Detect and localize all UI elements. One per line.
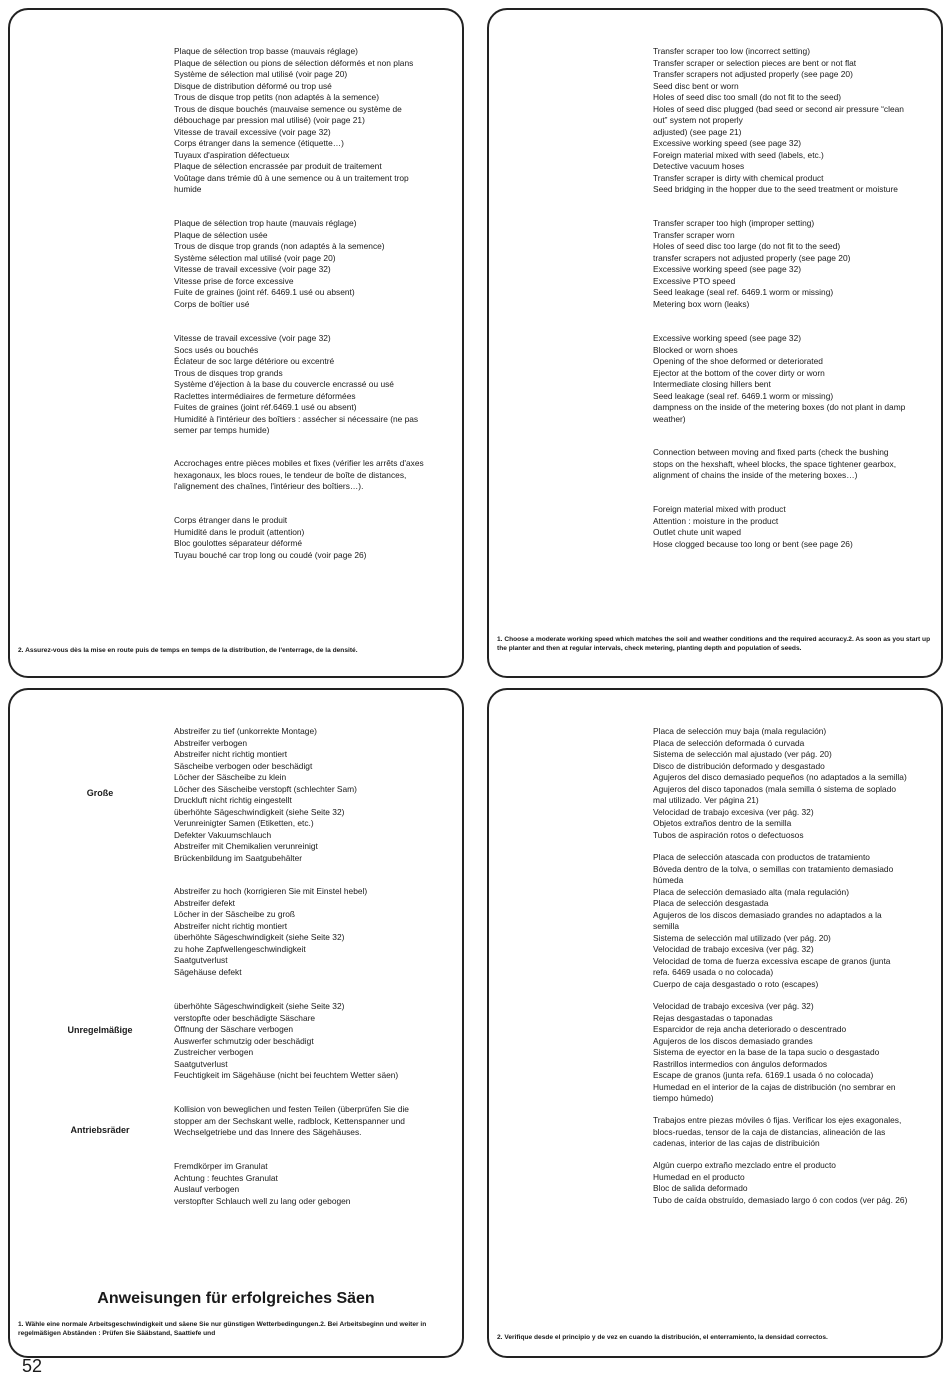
text-line: Cuerpo de caja desgastado o roto (escapes) <box>653 978 819 989</box>
text-line: tiempo húmedo) <box>653 1093 714 1103</box>
german-group-4 <box>174 1104 458 1161</box>
text-line: 2. As soon as you start up the planter and then at regular intervals, check metering, planting depth and population of seeds. <box>497 636 931 652</box>
text-line: Achtung : feuchtes Granulat <box>174 1172 278 1183</box>
text-line: überhöhte Sägeschwindigkeit (siehe Seite 32) <box>174 1001 345 1011</box>
text-line: débouchage par pression mal utilisé) (voir page 21) <box>174 115 365 125</box>
spanish-group-5 <box>653 1160 937 1206</box>
text-line: dampness on the inside of the metering boxes (do not plant in damp <box>653 402 906 412</box>
spanish-footer-notes <box>497 1333 933 1342</box>
text-line: alignment of chains the inside of the metering boxes…) <box>653 470 858 480</box>
text-line: Holes of seed disc plugged (bad seed or second air pressure “clean <box>653 103 904 114</box>
text-line: Foreign material mixed with product <box>653 504 786 514</box>
text-line: Sistema de selección mal utilizado (ver pág. 20) <box>653 932 831 943</box>
text-line: Excessive working speed (see page 32) <box>653 138 802 148</box>
text-line: überhöhte Sägeschwindigkeit (siehe Seite 32) <box>174 932 345 942</box>
text-line: zu hohe Zapfwellengeschwindigkeit <box>174 943 306 954</box>
text-line: Rastrillos intermedios con ángulos deformados <box>653 1058 828 1069</box>
text-line: Saatgutverlust <box>174 1058 228 1069</box>
text-line: Plaque de sélection ou pions de sélection déformés et non plans <box>174 57 414 68</box>
text-line: Excessive working speed (see page 32) <box>653 333 802 343</box>
text-line: Löcher in der Säscheibe zu groß <box>174 909 296 919</box>
text-line: Humedad en el producto <box>653 1171 745 1182</box>
text-line: 2. Verifique desde el principio y de vez en cuando la distribución, el enterramiento, la densidad correctos. <box>497 1334 828 1341</box>
text-line: Transfer scrapers not adjusted properly (see page 20) <box>653 69 853 79</box>
spanish-troubleshooting-panel <box>487 688 943 1358</box>
text-line: Voûtage dans trémie dû à une semence ou à un traitement trop <box>174 172 409 183</box>
text-line: Transfer scraper or selection pieces are bent or not flat <box>653 57 857 68</box>
text-line: Brückenbildung im Saatgubehälter <box>174 852 303 863</box>
german-label-unregelmassige: Unregelmäßige <box>67 1025 133 1035</box>
text-line: Holes of seed disc too large (do not fit to the seed) <box>653 241 841 251</box>
text-line: Druckluft nicht richtig eingestellt <box>174 795 292 805</box>
text-line: Accrochages entre pièces mobiles et fixes (vérifier les arrêts d'axes <box>174 458 424 468</box>
text-line: Humidité dans le produit (attention) <box>174 526 305 537</box>
text-line: Transfer scraper too low (incorrect setting) <box>653 46 811 56</box>
text-line: überhöhte Sägeschwindigkeit (siehe Seite 32) <box>174 806 345 817</box>
text-line: Velocidad de trabajo excesiva (ver pág. 32) <box>653 806 814 817</box>
text-line: Auswerfer schmutzig oder beschädigt <box>174 1035 314 1046</box>
french-group-4 <box>174 458 458 515</box>
text-line: humide <box>174 184 202 194</box>
text-line: Vitesse de travail excessive (voir page 32) <box>174 333 331 343</box>
text-line: Feuchtigkeit im Sägehäuse (nicht bei feuchtem Wetter säen) <box>174 1070 399 1080</box>
spanish-cause-list <box>653 726 937 1206</box>
text-line: Kollision von beweglichen und festen Teilen (überprüfen Sie die <box>174 1104 409 1114</box>
text-line: Abstreifer verbogen <box>174 737 248 748</box>
text-line: Velocidad de trabajo excesiva (ver pág. 32) <box>653 1001 814 1011</box>
text-line: Tubos de aspiración rotos o defectuosos <box>653 829 804 840</box>
text-line: Disque de distribution déformé ou trop usé <box>174 80 332 91</box>
spanish-group-2 <box>653 852 937 1001</box>
text-line: Hose clogged because too long or bent (see page 26) <box>653 538 853 549</box>
english-troubleshooting-panel <box>487 8 943 678</box>
text-line: Placa de selección desgastada <box>653 898 769 908</box>
text-line: Disco de distribución deformado y desgastado <box>653 760 825 771</box>
text-line: 2. Assurez-vous dès la mise en route puis de temps en temps de la distribution, de l'enterrage, de la densité. <box>18 647 358 654</box>
text-line: Saatgutverlust <box>174 955 228 965</box>
spanish-group-4 <box>653 1115 937 1160</box>
french-group-1 <box>174 46 458 218</box>
text-line: Humidité à l'intérieur des boîtiers : assécher si nécessaire (ne pas <box>174 413 419 424</box>
text-line: Système sélection mal utilisé (voir page 20) <box>174 252 336 263</box>
german-troubleshooting-panel <box>8 688 464 1358</box>
text-line: Opening of the shoe deformed or deteriorated <box>653 356 823 366</box>
text-line: Agujeros del disco taponados (mala semilla ó sistema de soplado <box>653 783 897 794</box>
german-label-grosse: Große <box>86 788 114 798</box>
french-cause-list <box>174 46 458 561</box>
text-line: Detective vacuum hoses <box>653 161 745 171</box>
text-line: Rejas desgastadas o taponadas <box>653 1012 773 1023</box>
text-line: Système d'éjection à la base du couvercle encrassé ou usé <box>174 379 394 389</box>
text-line: cadenas, interior de las cajas de distribuición <box>653 1138 820 1148</box>
english-cause-list <box>653 46 937 550</box>
text-line: Abstreifer defekt <box>174 897 235 908</box>
text-line: Plaque de sélection trop haute (mauvais réglage) <box>174 218 357 228</box>
text-line: Tuyau bouché car trop long ou coudé (voir page 26) <box>174 549 367 560</box>
text-line: refa. 6469 usada o no colocada) <box>653 967 774 977</box>
french-group-3 <box>174 333 458 458</box>
text-line: Agujeros del disco demasiado pequeños (no adaptados a la semilla) <box>653 772 907 782</box>
text-line: Blocked or worn shoes <box>653 344 738 355</box>
text-line: Vitesse prise de force excessive <box>174 275 294 286</box>
spanish-group-3 <box>653 1001 937 1115</box>
text-line: Löcher der Säscheibe zu klein <box>174 772 287 782</box>
text-line: Humedad en el interior de la cajas de distribución (no sembrar en <box>653 1081 896 1092</box>
text-line: Trous de disque trop petits (non adaptés à la semence) <box>174 92 379 102</box>
text-line: Corps étranger dans le produit <box>174 515 288 525</box>
text-line: Corps de boîtier usé <box>174 298 250 309</box>
text-line: Trous de disque trop grands (non adaptés à la semence) <box>174 241 385 251</box>
german-section-title: Anweisungen für erfolgreiches Säen <box>97 1290 375 1307</box>
text-line: Verunreinigter Samen (Etiketten, etc.) <box>174 818 314 828</box>
french-group-5 <box>174 515 458 561</box>
text-line: Trous de disques trop grands <box>174 367 283 378</box>
text-line: Transfer scraper worn <box>653 229 735 240</box>
text-line: Tubo de caída obstruído, demasiado largo ó con codos (ver pág. 26) <box>653 1194 908 1205</box>
text-line: Ejector at the bottom of the cover dirty or worn <box>653 367 825 378</box>
text-line: Plaque de sélection encrassée par produit de traitement <box>174 161 382 171</box>
text-line: Objetos extraños dentro de la semilla <box>653 818 792 828</box>
german-label-antriebsrader: Antriebsräder <box>70 1125 130 1135</box>
text-line: Holes of seed disc too small (do not fit to the seed) <box>653 92 842 102</box>
text-line: Abstreifer nicht richtig montiert <box>174 920 288 931</box>
text-line: Corps étranger dans la semence (étiquette…) <box>174 138 344 148</box>
french-group-2 <box>174 218 458 333</box>
text-line: adjusted) (see page 21) <box>653 126 742 137</box>
german-group-1 <box>174 726 458 886</box>
page-number: 52 <box>22 1356 43 1376</box>
text-line: out” system not properly <box>653 115 743 125</box>
text-line: 2. Bei Arbeitsbeginn und weiter in regelmäßigen Abständen : Prüfen Sie Sääbstand, Saattiefe und <box>18 1321 427 1337</box>
text-line: Vitesse de travail excessive (voir page 32) <box>174 264 331 274</box>
text-line: Système de sélection mal utilisé (voir page 20) <box>174 69 348 79</box>
text-line: Placa de selección deformada ó curvada <box>653 737 805 748</box>
english-group-5 <box>653 504 937 550</box>
text-line: Intermediate closing hillers bent <box>653 379 771 389</box>
text-line: Defekter Vakuumschlauch <box>174 829 272 840</box>
text-line: Abstreifer nicht richtig montiert <box>174 749 288 759</box>
german-group-3 <box>174 1001 458 1104</box>
text-line: semer par temps humide) <box>174 425 270 435</box>
text-line: Auslauf verbogen <box>174 1184 240 1194</box>
text-line: Sistema de eyector en la base de la tapa sucio o desgastado <box>653 1047 880 1057</box>
text-line: verstopfter Schlauch well zu lang oder gebogen <box>174 1195 351 1206</box>
text-line: Éclateur de soc large détériore ou excentré <box>174 356 335 366</box>
text-line: Säscheibe verbogen oder beschädigt <box>174 760 313 771</box>
text-line: Transfer scraper is dirty with chemical product <box>653 172 824 183</box>
text-line: Bloc de salida deformado <box>653 1183 748 1193</box>
english-group-2 <box>653 218 937 333</box>
text-line: Abstreifer zu tief (unkorrekte Montage) <box>174 726 317 736</box>
text-line: Placa de selección atascada con productos de tratamiento <box>653 852 870 862</box>
text-line: weather) <box>653 413 686 424</box>
text-line: Escape de granos (junta refa. 6169.1 usada ó no colocada) <box>653 1070 874 1080</box>
text-line: Fremdkörper im Granulat <box>174 1161 268 1171</box>
text-line: stopper am der Sechskant welle, radblock, Kettenspanner und <box>174 1115 405 1126</box>
english-group-1 <box>653 46 937 218</box>
german-group-2 <box>174 886 458 1001</box>
text-line: Trous de disque bouchés (mauvaise semence ou système de <box>174 103 402 114</box>
text-line: Transfer scraper too high (improper setting) <box>653 218 815 228</box>
text-line: Sägehäuse defekt <box>174 966 242 977</box>
text-line: Seed disc bent or worn <box>653 80 739 91</box>
text-line: Outlet chute unit waped <box>653 527 741 537</box>
text-line: transfer scrapers not adjusted properly (see page 20) <box>653 252 851 263</box>
text-line: Excessive PTO speed <box>653 275 736 286</box>
text-line: Placa de selección demasiado alta (mala regulación) <box>653 886 849 897</box>
text-line: Metering box worn (leaks) <box>653 298 750 309</box>
text-line: Abstreifer mit Chemikalien verunreinigt <box>174 841 318 851</box>
spanish-group-1 <box>653 726 937 852</box>
german-cause-list <box>174 726 458 1207</box>
text-line: semilla <box>653 921 680 931</box>
english-footer-notes <box>497 635 933 653</box>
text-line: Fuites de graines (joint réf.6469.1 usé ou absent) <box>174 402 357 412</box>
english-group-3 <box>653 333 937 447</box>
german-footer-notes <box>18 1320 454 1338</box>
english-group-4 <box>653 447 937 504</box>
text-line: Raclettes intermédiaires de fermeture déformées <box>174 390 356 401</box>
text-line: Foreign material mixed with seed (labels, etc.) <box>653 149 824 160</box>
text-line: blocs-ruedas, tensor de la caja de distancias, alineación de las <box>653 1126 886 1137</box>
text-line: Connection between moving and fixed parts (check the bushing <box>653 447 889 457</box>
text-line: Placa de selección muy baja (mala regulación) <box>653 726 827 736</box>
text-line: Esparcidor de reja ancha deteriorado o descentrado <box>653 1024 847 1034</box>
text-line: Algún cuerpo extraño mezclado entre el producto <box>653 1160 836 1170</box>
text-line: Abstreifer zu hoch (korrigieren Sie mit Einstel hebel) <box>174 886 368 896</box>
text-line: 1. Choose a moderate working speed which matches the soil and weather conditions and the required accuracy. <box>497 636 849 643</box>
text-line: Velocidad de toma de fuerza excessiva escape de granos (junta <box>653 955 891 966</box>
text-line: Socs usés ou bouchés <box>174 344 259 355</box>
text-line: mal utilizado. Ver página 21) <box>653 795 759 805</box>
text-line: Fuite de graines (joint réf. 6469.1 usé ou absent) <box>174 287 355 297</box>
text-line: Agujeros de los discos demasiado grandes no adaptados a la <box>653 909 882 920</box>
text-line: Seed leakage (seal ref. 6469.1 worm or missing) <box>653 287 834 297</box>
text-line: 1. Wähle eine normale Arbeitsgeschwindigkeit und säene Sie nur günstigen Wetterbedingungen. <box>18 1321 321 1328</box>
text-line: Excessive working speed (see page 32) <box>653 264 802 274</box>
text-line: Bóveda dentro de la tolva, o semillas con tratamiento demasiado <box>653 863 894 874</box>
text-line: Plaque de sélection usée <box>174 229 268 240</box>
text-line: húmeda <box>653 875 684 885</box>
text-line: Plaque de sélection trop basse (mauvais réglage) <box>174 46 358 56</box>
french-troubleshooting-panel <box>8 8 464 678</box>
text-line: Löcher des Säscheibe verstopft (schlechter Sam) <box>174 783 357 794</box>
text-line: hexagonaux, les blocs roues, le tendeur de boîte de distances, <box>174 469 407 480</box>
text-line: Sistema de selección mal ajustado (ver pág. 20) <box>653 749 832 759</box>
text-line: Seed leakage (seal ref. 6469.1 worm or missing) <box>653 390 834 401</box>
text-line: Seed bridging in the hopper due to the seed treatment or moisture <box>653 184 898 194</box>
text-line: Wechselgetriebe und das Innere des Sägehäuses. <box>174 1127 362 1137</box>
text-line: Trabajos entre piezas móviles ó fijas. Verificar los ejes exagonales, <box>653 1115 902 1125</box>
text-line: Attention : moisture in the product <box>653 515 779 526</box>
text-line: Velocidad de trabajo excesiva (ver pág. 32) <box>653 944 814 954</box>
text-line: Agujeros de los discos demasiado grandes <box>653 1035 813 1046</box>
text-line: verstopfte oder beschädigte Säschare <box>174 1012 316 1023</box>
text-line: Vitesse de travail excessive (voir page 32) <box>174 126 331 137</box>
german-group-5 <box>174 1161 458 1207</box>
french-footer-notes <box>18 646 454 655</box>
text-line: Tuyaux d'aspiration défectueux <box>174 149 290 160</box>
text-line: Zustreicher verbogen <box>174 1047 254 1057</box>
text-line: Öffnung der Säschare verbogen <box>174 1024 294 1034</box>
text-line: l'alignement des chaînes, l'intérieur des boîtiers…). <box>174 481 364 491</box>
text-line: stops on the hexshaft, wheel blocks, the space tightener gearbox, <box>653 458 897 469</box>
text-line: Bloc goulottes séparateur déformé <box>174 538 303 548</box>
